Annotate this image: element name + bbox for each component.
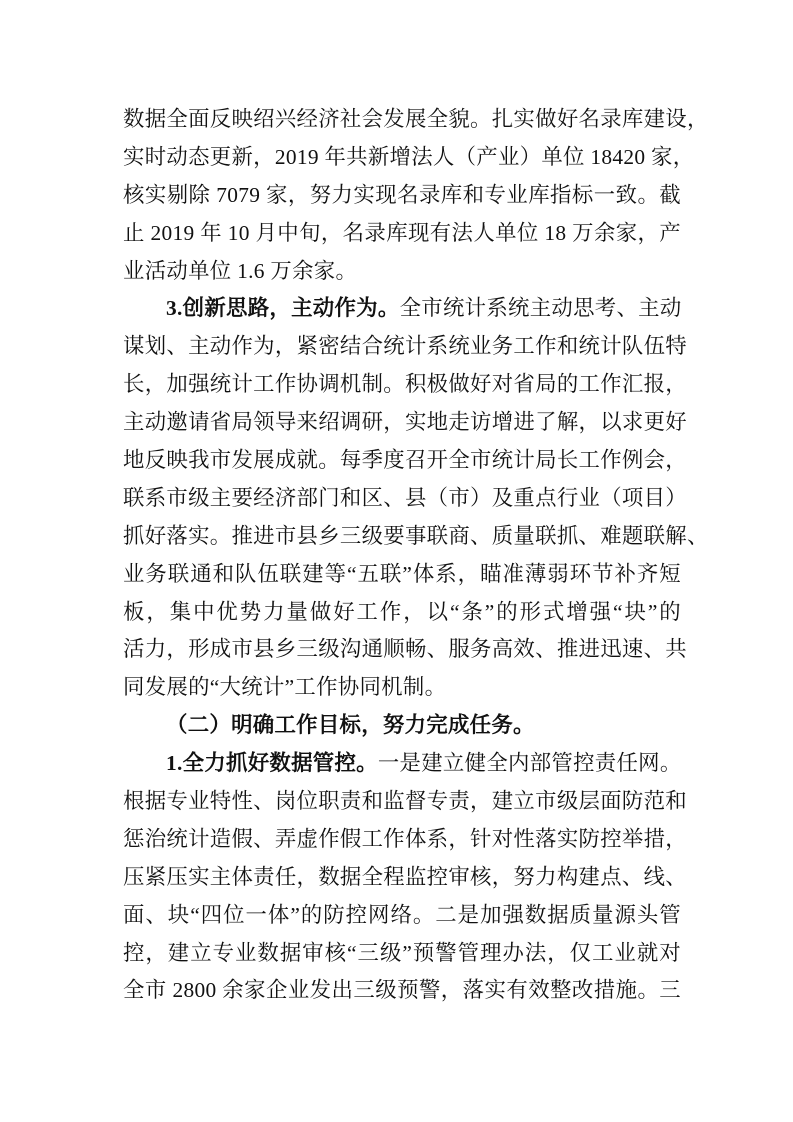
- text-line: 压紧压实主体责任，数据全程监控审核，努力构建点、线、: [123, 864, 687, 889]
- text-line: 数据全面反映绍兴经济社会发展全貌。扎实做好名录库建设，: [123, 107, 709, 131]
- text-line: 联系市级主要经济部门和区、县（市）及重点行业（项目）: [123, 485, 687, 510]
- text-line: 面、块“四位一体”的防控网络。二是加强数据质量源头管: [123, 902, 681, 927]
- text-line: 抓好落实。推进市县乡三级要事联商、质量联抓、难题联解、: [123, 523, 709, 548]
- text-line: 板，集中优势力量做好工作，以“条”的形式增强“块”的: [123, 599, 681, 624]
- text-line: 业务联通和队伍联建等“五联”体系，瞄准薄弱环节补齐短: [123, 561, 681, 586]
- text-line: 同发展的“大统计”工作协同机制。: [123, 675, 447, 700]
- text-line: 主动邀请省局领导来绍调研，实地走访增进了解，以求更好: [123, 410, 687, 435]
- text-line: 核实剔除 7079 家，努力实现名录库和专业库指标一致。截: [123, 182, 681, 207]
- text-line: 止 2019 年 10 月中旬，名录库现有法人单位 18 万余家，产: [123, 220, 681, 245]
- text-line: 控，建立专业数据审核“三级”预警管理办法，仅工业就对: [123, 940, 681, 965]
- text-line: 根据专业特性、岗位职责和监督专责，建立市级层面防范和: [123, 789, 687, 814]
- paragraph-start-section-1: [123, 745, 681, 783]
- text-line: 谋划、主动作为，紧密结合统计系统业务工作和统计队伍特: [123, 334, 687, 359]
- text-line: 活力，形成市县乡三级沟通顺畅、服务高效、推进迅速、共: [123, 637, 687, 662]
- text-span: 一是建立健全内部管控责任网。: [377, 751, 682, 776]
- text-line: 地反映我市发展成就。每季度召开全市统计局长工作例会，: [123, 448, 687, 473]
- section-heading: （二）明确工作目标，努力完成任务。: [166, 713, 535, 738]
- text-line: 实时动态更新，2019 年共新增法人（产业）单位 18420 家，: [123, 144, 695, 169]
- text-line: 惩治统计造假、弄虚作假工作体系，针对性落实防控举措，: [123, 826, 687, 851]
- section-1-title: 1.全力抓好数据管控。: [166, 751, 378, 776]
- text-line: 长，加强统计工作协调机制。积极做好对省局的工作汇报，: [123, 372, 687, 397]
- paragraph-start-section-3: [123, 290, 681, 328]
- text-span: 全市统计系统主动思考、主动: [399, 296, 682, 321]
- document-page: [123, 101, 709, 1010]
- section-3-title: 3.创新思路，主动作为。: [166, 296, 400, 321]
- text-line: 全市 2800 余家企业发出三级预警，落实有效整改措施。三: [123, 978, 681, 1003]
- text-line: 业活动单位 1.6 万余家。: [123, 258, 358, 283]
